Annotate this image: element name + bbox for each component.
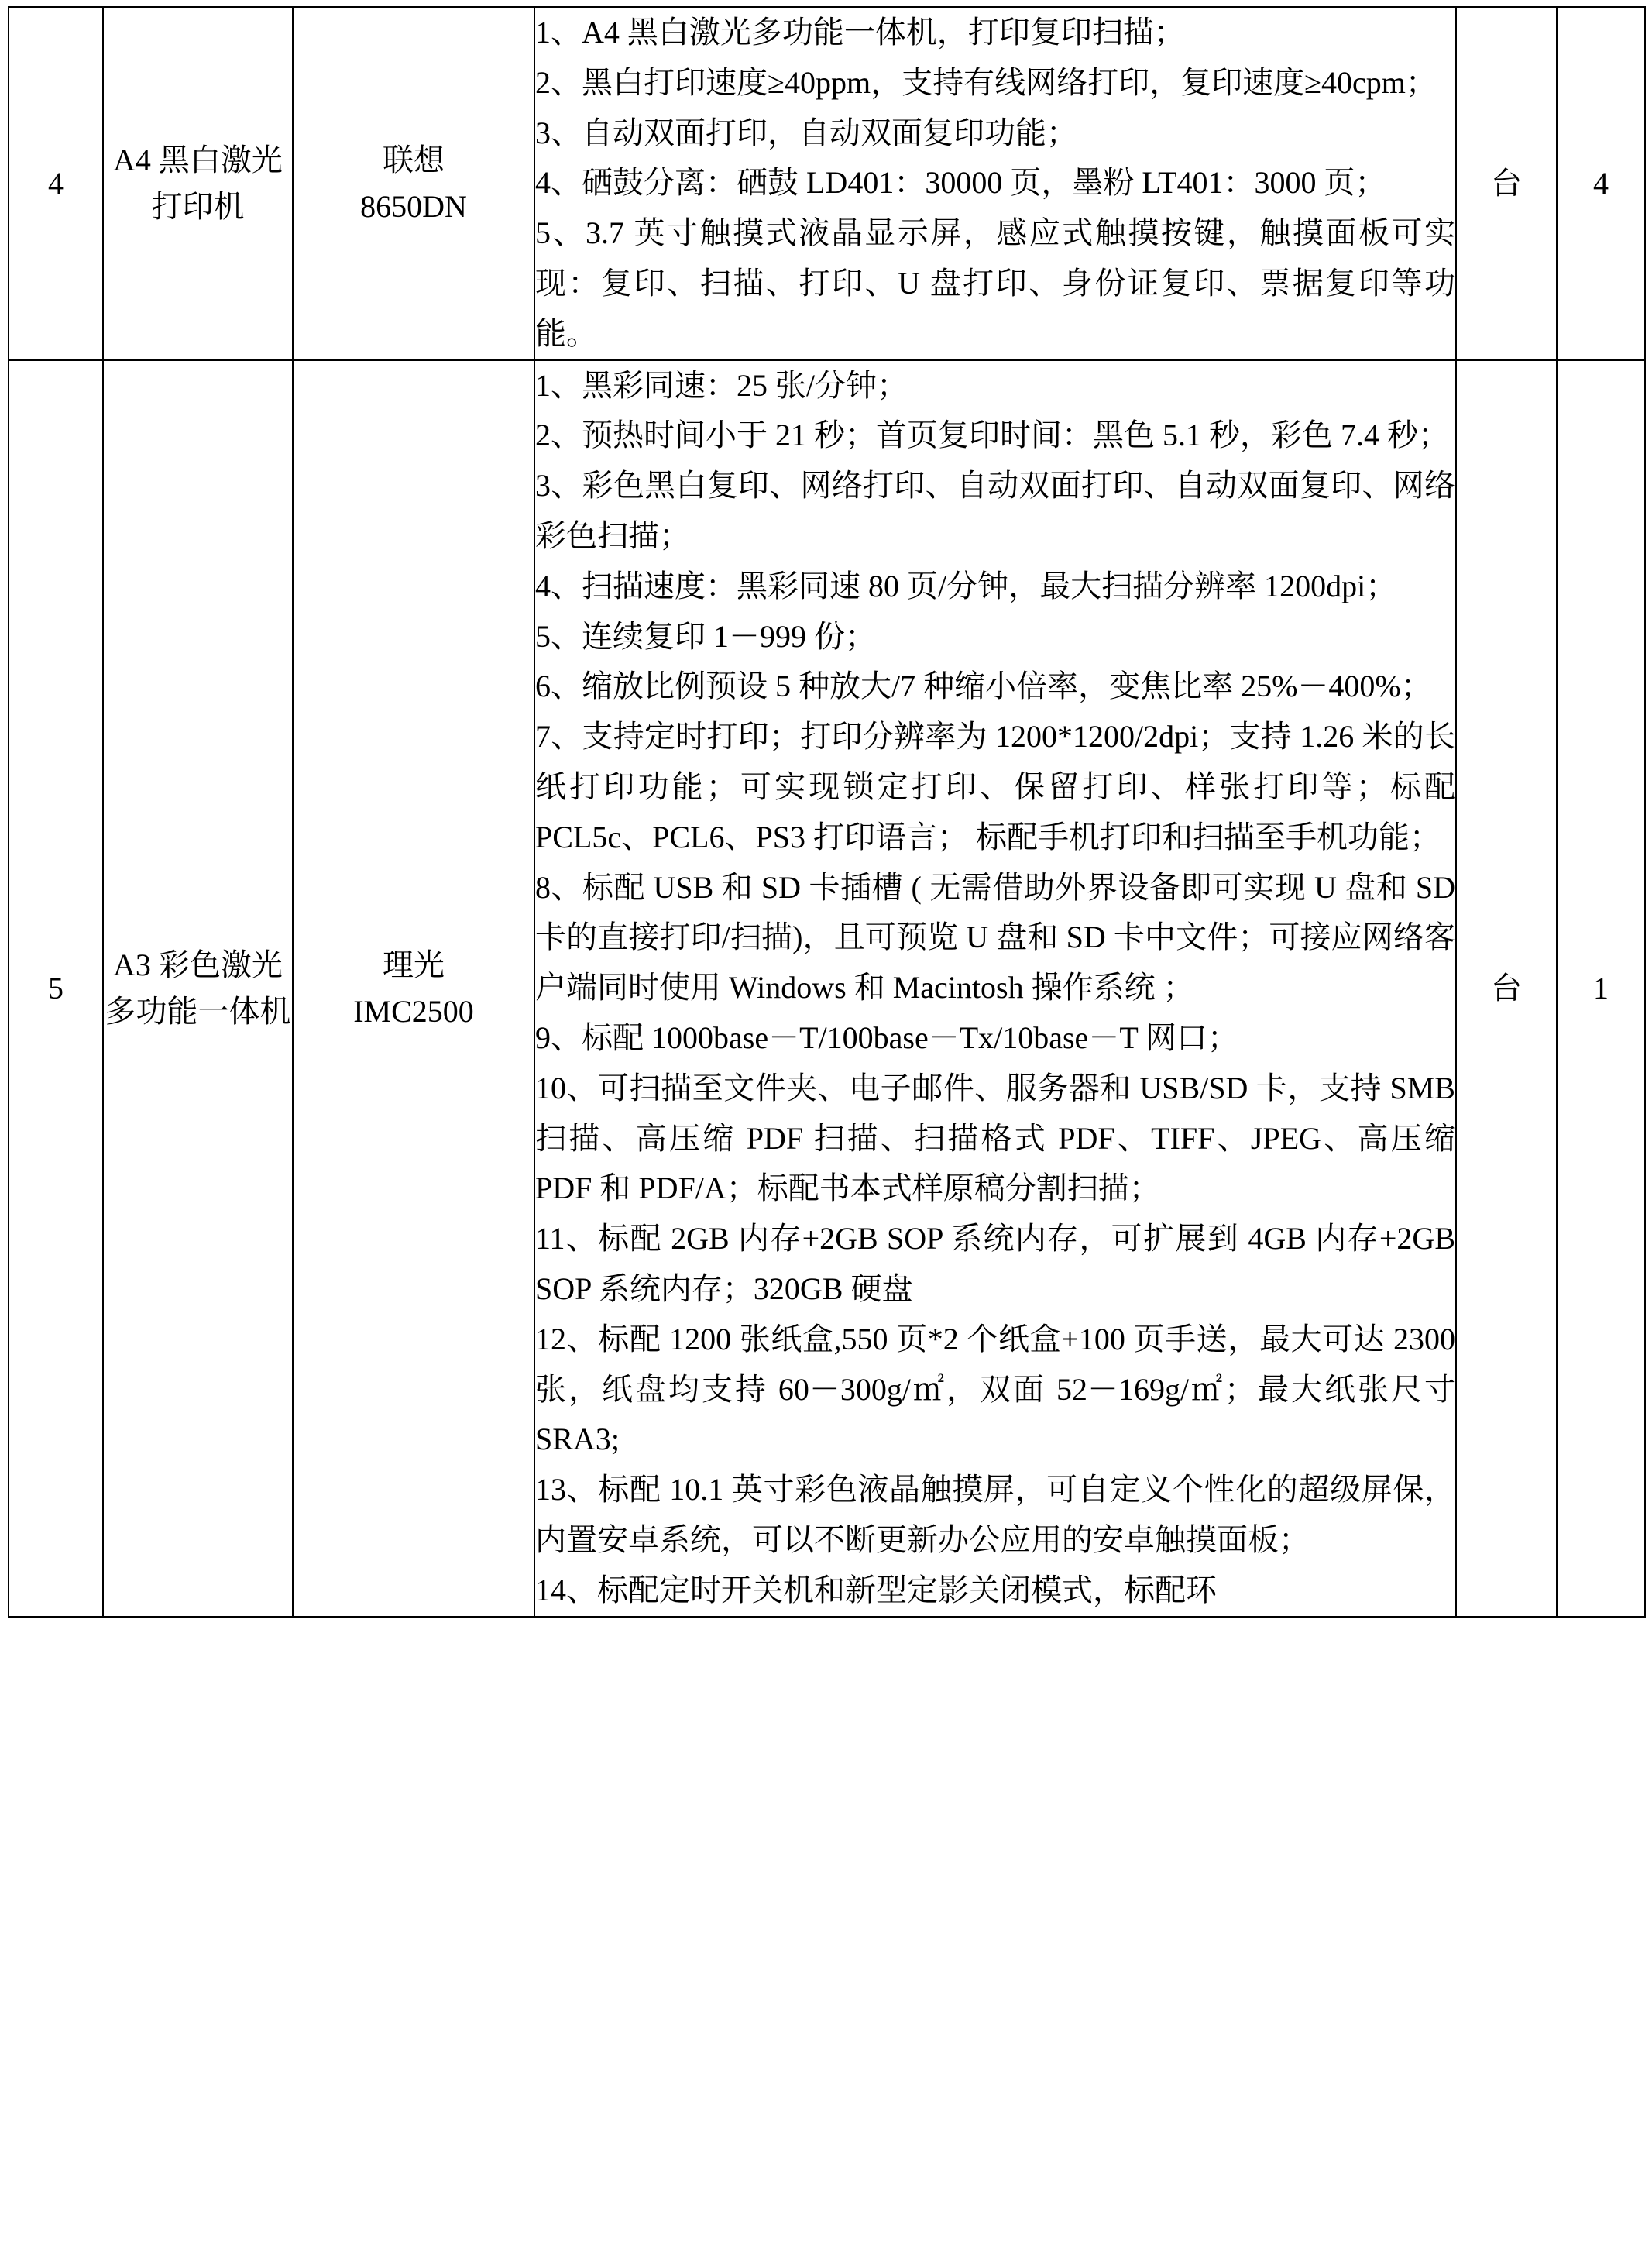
spec-line: 3、自动双面打印，自动双面复印功能； [535,115,1077,150]
spec-line: 11、标配 2GB 内存+2GB SOP 系统内存，可扩展到 4GB 内存+2GB SOP 系统内存；320GB 硬盘 [535,1221,1455,1306]
row-spec [534,7,1456,360]
spec-line: 5、连续复印 1－999 份； [535,618,876,654]
row-unit: 台 [1456,360,1557,1617]
row-index: 5 [9,360,103,1617]
spec-line: 13、标配 10.1 英寸彩色液晶触摸屏，可自定义个性化的超级屏保，内置安卓系统，可以不断更新办公应用的安卓触摸面板； [535,1472,1455,1557]
spec-line: 14、标配定时开关机和新型定影关闭模式，标配环 [535,1572,1217,1607]
row-model-code: IMC2500 [353,993,474,1029]
table-row [9,7,1645,360]
spec-line: 2、黑白打印速度≥40ppm，支持有线网络打印，复印速度≥40cpm； [535,64,1437,100]
spec-line: 4、硒鼓分离：硒鼓 LD401：30000 页，墨粉 LT401：3000 页； [535,165,1386,201]
spec-line: 1、黑彩同速：25 张/分钟； [535,367,908,403]
row-model-brand: 联想 [383,142,445,177]
row-spec [534,360,1456,1617]
row-unit: 台 [1456,7,1557,360]
spec-line: 5、3.7 英寸触摸式液晶显示屏，感应式触摸按键，触摸面板可实现：复印、扫描、打印、U 盘打印、身份证复印、票据复印等功能。 [535,215,1455,351]
row-quantity: 1 [1557,360,1645,1617]
table-row [9,360,1645,1617]
spec-line: 12、标配 1200 张纸盒,550 页*2 个纸盒+100 页手送，最大可达 2300 张，纸盘均支持 60－300g/㎡，双面 52－169g/㎡；最大纸张尺寸 SRA3; [535,1321,1455,1457]
spec-line: 10、可扫描至文件夹、电子邮件、服务器和 USB/SD 卡，支持 SMB 扫描、高压缩 PDF 扫描、扫描格式 PDF、TIFF、JPEG、高压缩 PDF 和 PDF/A；标配书本式样原稿分割扫描； [535,1070,1455,1206]
row-model [293,7,534,360]
row-model-code: 8650DN [360,188,467,224]
spec-line: 7、支持定时打印；打印分辨率为 1200*1200/2dpi；支持 1.26 米的长纸打印功能；可实现锁定打印、保留打印、样张打印等；标配 PCL5c、PCL6、PS3 打印语言； 标配手机打印和扫描至手机功能； [535,719,1455,854]
row-item-name: A4 黑白激光打印机 [103,7,293,360]
row-item-name: A3 彩色激光多功能一体机 [103,360,293,1617]
spec-line: 8、标配 USB 和 SD 卡插槽 ( 无需借助外界设备即可实现 U 盘和 SD 卡的直接打印/扫描)，且可预览 U 盘和 SD 卡中文件；可接应网络客户端同时使用 Windows 和 Macintosh 操作系统 ； [535,869,1455,1006]
spec-line: 3、彩色黑白复印、网络打印、自动双面打印、自动双面复印、网络彩色扫描； [535,468,1455,553]
row-index: 4 [9,7,103,360]
row-model-brand: 理光 [383,947,445,982]
spec-line: 2、预热时间小于 21 秒；首页复印时间：黑色 5.1 秒，彩色 7.4 秒； [535,418,1449,453]
equipment-spec-table [8,6,1646,1618]
row-quantity: 4 [1557,7,1645,360]
spec-line: 9、标配 1000base－T/100base－Tx/10base－T 网口； [535,1019,1239,1055]
spec-line: 4、扫描速度：黑彩同速 80 页/分钟，最大扫描分辨率 1200dpi； [535,568,1397,603]
spec-line: 1、A4 黑白激光多功能一体机，打印复印扫描； [535,15,1185,50]
row-model [293,360,534,1617]
spec-line: 6、缩放比例预设 5 种放大/7 种缩小倍率，变焦比率 25%－400%； [535,669,1432,704]
